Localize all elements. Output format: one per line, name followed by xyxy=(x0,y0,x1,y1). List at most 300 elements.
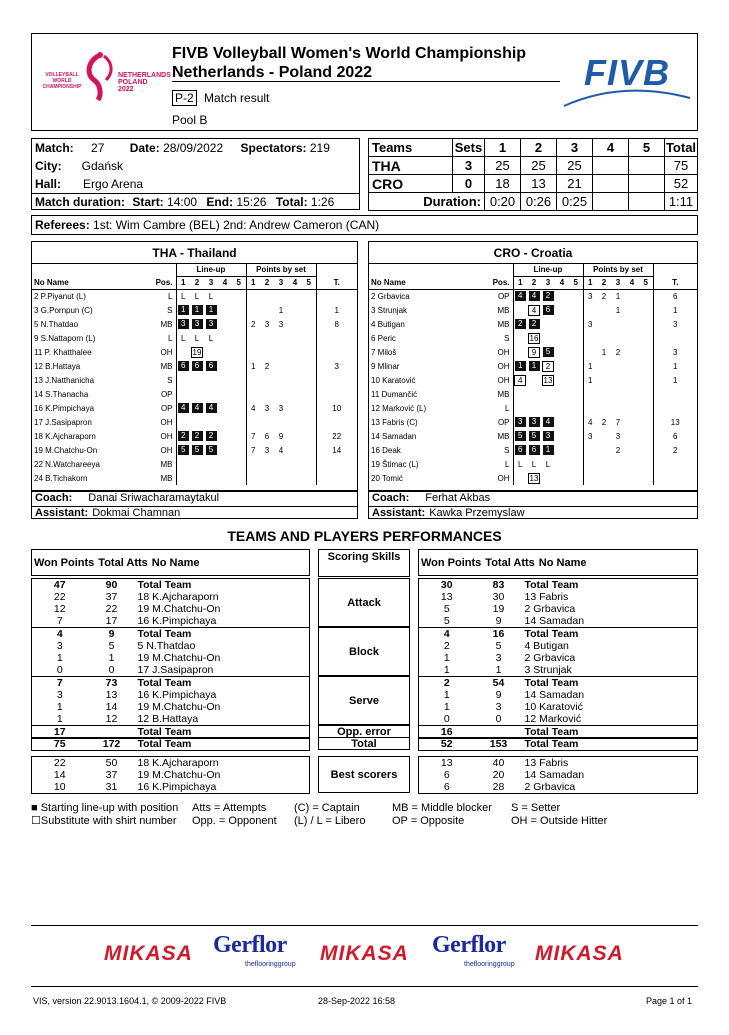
set-points xyxy=(302,429,316,443)
lineup-cell xyxy=(569,373,583,387)
set-points: 3 xyxy=(583,429,597,443)
player-row xyxy=(369,457,697,471)
lineup-cell xyxy=(190,359,204,373)
lineup-cell xyxy=(541,415,555,429)
skill-1: Block xyxy=(318,627,410,676)
score-a-set5 xyxy=(629,157,665,175)
set-points xyxy=(274,359,288,373)
perf-block-left-2 xyxy=(31,676,310,726)
set-points: 2 xyxy=(246,317,260,331)
won-points: 1 xyxy=(56,652,63,664)
set-points xyxy=(597,471,611,485)
lineup-cell xyxy=(541,289,555,303)
lineup-cell xyxy=(218,387,232,401)
lineup-cell xyxy=(513,429,527,443)
lineup-cell xyxy=(569,359,583,373)
lineup-position: L xyxy=(518,459,523,469)
assistant-name-a: Dokmai Chamnan xyxy=(92,507,181,519)
player-total: 1 xyxy=(653,303,697,317)
won-points: 2 xyxy=(443,677,450,689)
set-points: 3 xyxy=(583,317,597,331)
lineup-position: 4 xyxy=(178,403,189,413)
set-points: 2 xyxy=(264,361,270,371)
won-points: 2 xyxy=(443,640,450,652)
set-points xyxy=(597,303,611,317)
perf-row xyxy=(419,628,698,641)
event-logo xyxy=(40,50,170,102)
referees-row xyxy=(31,215,698,235)
lineup-cell xyxy=(527,345,541,359)
lineup-cell xyxy=(232,373,246,387)
lineup-cell xyxy=(555,387,569,401)
lineup-cell xyxy=(555,359,569,373)
set-points xyxy=(583,387,597,401)
lineup-cell xyxy=(555,303,569,317)
lineup-cell xyxy=(569,415,583,429)
player-total xyxy=(653,401,697,415)
player-position: S xyxy=(504,445,510,455)
lineup-cell xyxy=(527,387,541,401)
score-sets-a: 3 xyxy=(453,157,485,175)
lineup-position: 9 xyxy=(528,347,540,358)
footer-version: VIS, version 22.9013.1604.1, © 2009-2022 FIVB xyxy=(33,996,227,1006)
lineup-cell xyxy=(555,457,569,471)
set-points xyxy=(583,401,597,415)
player-name: 2 Grbavica xyxy=(524,652,576,664)
lineup-position: 2 xyxy=(543,291,554,301)
match-label: Match: xyxy=(35,141,74,155)
player-name: 3 Strunjak xyxy=(524,664,572,676)
pool-label: Pool B xyxy=(172,113,208,127)
set-points xyxy=(625,303,639,317)
player-total xyxy=(316,345,357,359)
set-points xyxy=(597,401,611,415)
lineup-position: 6 xyxy=(529,445,540,455)
assistant-label-b: Assistant: xyxy=(372,507,426,519)
lineup-position: 4 xyxy=(192,403,203,413)
player-row xyxy=(32,471,357,485)
player-row xyxy=(32,317,357,331)
referees-label: Referees: xyxy=(35,218,90,232)
set-points xyxy=(246,303,260,317)
set-points xyxy=(302,401,316,415)
total-atts: 0 xyxy=(108,664,115,676)
pos-header-a: Pos. xyxy=(144,276,176,289)
logo-text-6: 2022 xyxy=(118,86,134,93)
coach-team-b xyxy=(368,491,698,519)
perf-row xyxy=(32,757,310,770)
total-atts: 50 xyxy=(105,757,118,769)
lineup-cell xyxy=(176,345,190,359)
won-points: 5 xyxy=(443,603,450,615)
title-line-1: FIVB Volleyball Women's World Championship xyxy=(172,45,527,62)
player-name: 19 M.Chatchu-On xyxy=(137,769,221,781)
player-name: 9 Mlinar xyxy=(371,361,400,371)
perf-block-right-4 xyxy=(418,737,698,751)
perf-row xyxy=(419,701,698,713)
player-position: OP xyxy=(160,389,173,399)
player-name: 18 K.Ajcharaporn xyxy=(137,591,219,603)
won-points: 7 xyxy=(56,677,63,689)
set-points xyxy=(302,289,316,303)
lineup-set-4-b: 4 xyxy=(555,276,569,289)
player-total: 3 xyxy=(316,359,357,373)
lineup-position: L xyxy=(208,291,214,301)
set-points xyxy=(597,387,611,401)
set-points xyxy=(639,331,653,345)
player-name: Total Team xyxy=(524,579,579,591)
won-points: 1 xyxy=(56,713,63,725)
set-points: 1 xyxy=(601,347,607,357)
set-points xyxy=(639,373,653,387)
lineup-cell xyxy=(176,331,190,345)
set-points xyxy=(246,289,260,303)
lineup-cell xyxy=(513,345,527,359)
set-points xyxy=(625,401,639,415)
total-atts: 1 xyxy=(495,664,502,676)
score-sets-b: 0 xyxy=(453,175,485,193)
set-points: 1 xyxy=(615,291,621,301)
lineup-cell xyxy=(569,401,583,415)
total-header-b: T. xyxy=(653,276,697,289)
won-points: 6 xyxy=(443,781,450,793)
perf-block-right-1 xyxy=(418,627,698,677)
player-position: OH xyxy=(497,361,510,371)
player-name: 19 Štimac (L) xyxy=(371,459,419,469)
hall-label: Hall: xyxy=(35,176,62,191)
lineup-cell xyxy=(176,415,190,429)
player-total: 2 xyxy=(653,443,697,457)
roster-team-b xyxy=(368,241,698,491)
start-label: Start: xyxy=(132,195,164,210)
lineup-cell xyxy=(527,401,541,415)
perf-row xyxy=(32,689,310,701)
player-position: L xyxy=(505,459,510,469)
player-row xyxy=(369,317,697,331)
player-name: 4 Butigan xyxy=(524,640,569,652)
won-points: 47 xyxy=(53,579,66,591)
player-name: 14 Samadan xyxy=(524,689,585,701)
score-header-sets: Sets xyxy=(453,139,485,157)
skill-0: Attack xyxy=(318,578,410,627)
gerflor-sub-2: theflooringgroup xyxy=(464,961,515,968)
lineup-cell xyxy=(176,443,190,457)
legend-libero: (L) / L = Libero xyxy=(294,815,366,827)
duration-set4 xyxy=(593,193,629,211)
set-points: 3 xyxy=(583,289,597,303)
page-title xyxy=(172,44,526,82)
set-points xyxy=(583,345,597,359)
player-total xyxy=(316,457,357,471)
lineup-cell xyxy=(541,331,555,345)
set-points xyxy=(260,387,274,401)
city-label: City: xyxy=(35,159,62,173)
points-set-2-b: 2 xyxy=(597,276,611,289)
score-b-set4 xyxy=(593,175,629,193)
total-atts: 17 xyxy=(105,615,118,627)
player-row xyxy=(32,415,357,429)
set-points xyxy=(611,401,625,415)
lineup-cell xyxy=(513,443,527,457)
perf-row xyxy=(419,640,698,652)
player-total: 13 xyxy=(653,415,697,429)
points-by-set-header-a: Points by set xyxy=(246,264,316,276)
set-points xyxy=(260,471,274,485)
lineup-cell xyxy=(541,387,555,401)
lineup-cell xyxy=(513,457,527,471)
player-row xyxy=(369,331,697,345)
duration-set3: 0:25 xyxy=(557,193,593,211)
set-points xyxy=(302,415,316,429)
lineup-cell xyxy=(218,429,232,443)
lineup-cell xyxy=(513,303,527,317)
set-points xyxy=(597,373,611,387)
no-name-header-left: No Name xyxy=(151,556,200,569)
player-name: Total Team xyxy=(137,628,192,640)
set-points xyxy=(639,443,653,457)
lineup-position: 4 xyxy=(529,291,540,301)
spectators-label: Spectators: xyxy=(240,141,307,155)
set-points xyxy=(288,401,302,415)
player-total: 10 xyxy=(316,401,357,415)
lineup-cell xyxy=(204,471,218,485)
player-position: MB xyxy=(160,459,173,469)
lineup-cell xyxy=(555,415,569,429)
player-total xyxy=(316,289,357,303)
won-points: 22 xyxy=(53,591,66,603)
lineup-cell xyxy=(204,303,218,317)
won-points: 1 xyxy=(56,701,63,713)
set-points xyxy=(583,471,597,485)
player-total xyxy=(316,387,357,401)
lineup-cell xyxy=(176,317,190,331)
roster-table-b xyxy=(369,264,697,485)
player-name: Total Team xyxy=(524,677,579,689)
set-points xyxy=(288,331,302,345)
player-name: 18 K.Ajcharaporn xyxy=(137,757,219,769)
set-points xyxy=(639,289,653,303)
player-name: 12 B.Hattaya xyxy=(137,713,199,725)
lineup-cell xyxy=(513,387,527,401)
player-row xyxy=(32,289,357,303)
player-total: 1 xyxy=(653,373,697,387)
player-position: MB xyxy=(160,473,173,483)
skill-4: Total xyxy=(318,737,410,750)
won-points: 12 xyxy=(53,603,66,615)
total-atts: 20 xyxy=(492,769,505,781)
player-position: OH xyxy=(160,431,173,441)
fivb-logo-text: FIVB xyxy=(584,52,671,93)
date-label: Date: xyxy=(129,141,160,155)
lineup-cell xyxy=(569,331,583,345)
set-points xyxy=(625,331,639,345)
lineup-cell xyxy=(541,317,555,331)
no-name-header-a: No Name xyxy=(32,276,144,289)
lineup-position: 2 xyxy=(206,431,217,441)
player-name: 12 Marković xyxy=(524,713,582,725)
set-points: 7 xyxy=(246,429,260,443)
points-by-set-header-b: Points by set xyxy=(583,264,653,276)
set-points xyxy=(639,457,653,471)
footer-date: 28-Sep-2022 16:58 xyxy=(318,996,396,1006)
lineup-position: 4 xyxy=(514,375,526,386)
perf-block-left-1 xyxy=(31,627,310,677)
player-name: 16 K.Pimpichaya xyxy=(137,689,217,701)
won-points: 13 xyxy=(440,757,453,769)
total-atts: 153 xyxy=(489,738,508,750)
set-points xyxy=(302,471,316,485)
coach-team-a xyxy=(31,491,358,519)
set-points xyxy=(597,359,611,373)
player-position: S xyxy=(504,333,510,343)
player-name: Total Team xyxy=(137,726,192,738)
player-position: MB xyxy=(497,319,510,329)
lineup-position: L xyxy=(545,459,551,469)
points-set-2-a: 2 xyxy=(260,276,274,289)
player-row xyxy=(32,387,357,401)
player-name: 6 Peric xyxy=(371,333,396,343)
lineup-cell xyxy=(541,457,555,471)
set-points xyxy=(597,429,611,443)
doc-title: Match result xyxy=(204,91,270,105)
set-points: 3 xyxy=(264,445,270,455)
set-points xyxy=(260,289,274,303)
set-points xyxy=(583,303,597,317)
player-total xyxy=(316,331,357,345)
player-position: MB xyxy=(497,389,510,399)
lineup-cell xyxy=(204,415,218,429)
score-team-a: THA xyxy=(369,157,453,175)
lineup-position: 1 xyxy=(192,305,203,315)
won-points: 4 xyxy=(56,628,63,640)
perf-row xyxy=(32,652,310,664)
points-set-5-b: 5 xyxy=(639,276,653,289)
assistant-name-b: Kawka Przemyslaw xyxy=(429,507,525,519)
player-row xyxy=(369,387,697,401)
player-name: 17 J.Sasipapron xyxy=(34,417,92,427)
won-points: 14 xyxy=(53,769,66,781)
roster-team-a xyxy=(31,241,358,491)
won-points: 52 xyxy=(440,738,453,750)
gerflor-logo-1: Gerflor xyxy=(213,932,287,958)
set-points xyxy=(625,429,639,443)
won-points: 10 xyxy=(53,781,66,793)
lineup-cell xyxy=(190,443,204,457)
set-points xyxy=(274,331,288,345)
lineup-position: 1 xyxy=(543,445,554,455)
coach-label-b: Coach: xyxy=(372,492,410,504)
lineup-position: 6 xyxy=(178,361,189,371)
set-points xyxy=(583,331,597,345)
lineup-position: 1 xyxy=(178,305,189,315)
perf-row xyxy=(32,677,310,690)
lineup-cell xyxy=(527,289,541,303)
player-position: MB xyxy=(497,305,510,315)
set-points: 2 xyxy=(601,417,607,427)
lineup-set-1-a: 1 xyxy=(176,276,190,289)
set-points: 3 xyxy=(615,431,621,441)
set-points: 6 xyxy=(264,431,270,441)
player-name: Total Team xyxy=(524,726,579,738)
set-points xyxy=(302,373,316,387)
player-row xyxy=(369,345,697,359)
player-name: 2 P.Piyanut (L) xyxy=(34,291,86,301)
coach-label-a: Coach: xyxy=(35,492,73,504)
logo-text-5: POLAND xyxy=(118,79,148,86)
lineup-position: L xyxy=(181,333,186,343)
set-points: 9 xyxy=(278,431,284,441)
lineup-position: L xyxy=(531,459,537,469)
player-position: S xyxy=(167,305,173,315)
total-atts: 0 xyxy=(495,713,502,725)
skill-2: Serve xyxy=(318,676,410,725)
set-points xyxy=(302,303,316,317)
total-atts: 37 xyxy=(105,591,118,603)
lineup-position: 2 xyxy=(192,431,203,441)
lineup-cell xyxy=(176,471,190,485)
score-header-teams: Teams xyxy=(369,139,453,157)
player-name: 13 Fabris xyxy=(524,591,569,603)
player-position: MB xyxy=(160,319,173,329)
perf-row xyxy=(32,640,310,652)
lineup-cell xyxy=(190,387,204,401)
mikasa-logo-2: MIKASA xyxy=(320,942,409,965)
lineup-cell xyxy=(232,401,246,415)
set-points xyxy=(246,457,260,471)
player-row xyxy=(369,443,697,457)
player-name: 13 Fabris (C) xyxy=(371,417,418,427)
score-b-total: 52 xyxy=(665,175,698,193)
end-time: 15:26 xyxy=(236,195,267,210)
total-atts: 9 xyxy=(108,628,115,640)
score-header-1: 1 xyxy=(485,139,521,157)
lineup-cell xyxy=(555,331,569,345)
player-name: 19 M.Chatchu-On xyxy=(137,652,221,664)
perf-row xyxy=(419,615,698,628)
won-points: 1 xyxy=(443,701,450,713)
perf-block-right-2 xyxy=(418,676,698,726)
lineup-cell xyxy=(527,457,541,471)
perf-row xyxy=(419,713,698,726)
lineup-cell xyxy=(190,401,204,415)
lineup-set-4-a: 4 xyxy=(218,276,232,289)
lineup-cell xyxy=(555,471,569,485)
player-position: OH xyxy=(160,347,173,357)
lineup-position: 5 xyxy=(192,445,203,455)
set-points xyxy=(246,331,260,345)
set-points xyxy=(260,345,274,359)
set-points xyxy=(288,359,302,373)
lineup-cell xyxy=(569,457,583,471)
total-atts: 14 xyxy=(105,701,118,713)
player-name: 12 Marković (L) xyxy=(371,403,427,413)
player-name: 14 Samadan xyxy=(524,615,585,627)
lineup-cell xyxy=(569,471,583,485)
lineup-position: 4 xyxy=(528,305,540,316)
total-atts-header-left: Total Atts xyxy=(98,556,148,569)
total-atts: 13 xyxy=(105,689,118,701)
set-points xyxy=(611,359,625,373)
lineup-cell xyxy=(555,401,569,415)
set-points xyxy=(639,359,653,373)
lineup-cell xyxy=(569,289,583,303)
won-points: 1 xyxy=(443,689,450,701)
lineup-cell xyxy=(555,373,569,387)
lineup-cell xyxy=(204,317,218,331)
gerflor-sub-1: theflooringgroup xyxy=(245,961,296,968)
lineup-position: 5 xyxy=(515,431,526,441)
lineup-position: 2 xyxy=(515,319,526,329)
